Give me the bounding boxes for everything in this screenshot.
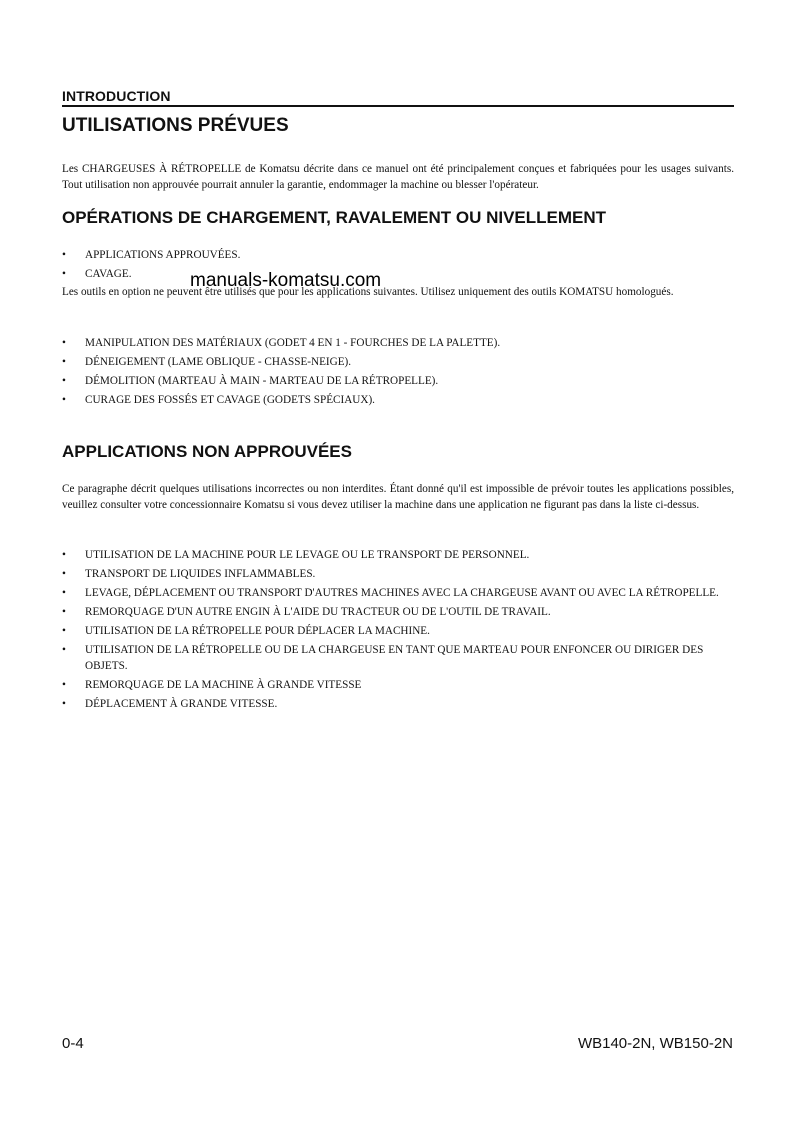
bullet-icon: • — [62, 375, 66, 387]
bullet-icon: • — [62, 337, 66, 349]
page-title: UTILISATIONS PRÉVUES — [62, 115, 289, 136]
list-item: • APPLICATIONS APPROUVÉES. — [62, 249, 241, 261]
tools-paragraph: Les outils en option ne peuvent être utilisés que pour les applications suivantes. Utilisez uniquement des outils KOMATSU homologués. — [62, 286, 674, 298]
heading-non-approved: APPLICATIONS NON APPROUVÉES — [62, 442, 352, 461]
non-approved-list — [62, 547, 734, 715]
bullet-icon: • — [62, 549, 66, 561]
list-item: • REMORQUAGE D'UN AUTRE ENGIN À L'AIDE DU TRACTEUR OU DE L'OUTIL DE TRAVAIL. — [62, 606, 551, 618]
list-item: • UTILISATION DE LA RÉTROPELLE POUR DÉPLACER LA MACHINE. — [62, 625, 430, 637]
list-item: • CAVAGE. — [62, 268, 132, 280]
list-item: • UTILISATION DE LA MACHINE POUR LE LEVAGE OU LE TRANSPORT DE PERSONNEL. — [62, 549, 530, 561]
list-item: • REMORQUAGE DE LA MACHINE À GRANDE VITESSE — [62, 679, 362, 691]
bullet-icon: • — [62, 356, 66, 368]
list-item: • UTILISATION DE LA RÉTROPELLE OU DE LA CHARGEUSE EN TANT QUE MARTEAU POUR ENFONCER OU DIRIGER DES OBJETS. — [62, 644, 704, 672]
bullet-icon: • — [62, 606, 66, 618]
bullet-icon: • — [62, 568, 66, 580]
bullet-icon: • — [62, 679, 66, 691]
page-number: 0-4 — [62, 1035, 84, 1052]
header-rule — [62, 105, 734, 107]
intro-paragraph: Les CHARGEUSES À RÉTROPELLE de Komatsu décrite dans ce manuel ont été principalement conçues et fabriquées pour les usages suivants. Tout utilisation non approuvée pourrait annuler la garantie, endommager la machine ou blesser l'opérateur. — [62, 163, 734, 191]
bullet-icon: • — [62, 249, 66, 261]
section-label: INTRODUCTION — [62, 88, 171, 104]
list-item: • DÉNEIGEMENT (LAME OBLIQUE - CHASSE-NEIGE). — [62, 356, 352, 368]
bullet-icon: • — [62, 394, 66, 406]
list-item: • DÉPLACEMENT À GRANDE VITESSE. — [62, 698, 278, 710]
bullet-icon: • — [62, 625, 66, 637]
list-item: • DÉMOLITION (MARTEAU À MAIN - MARTEAU DE LA RÉTROPELLE). — [62, 375, 439, 387]
list-item: • TRANSPORT DE LIQUIDES INFLAMMABLES. — [62, 568, 316, 580]
non-approved-paragraph: Ce paragraphe décrit quelques utilisations incorrectes ou non interdites. Étant donné qu'il est impossible de prévoir toutes les applications possibles, veuillez consulter votre concessionnaire Komatsu si vous devez utiliser la machine dans une application ne figurant pas dans la liste ci-dessus. — [62, 483, 734, 511]
bullet-icon: • — [62, 644, 66, 656]
approved-list — [62, 247, 734, 285]
list-item: • CURAGE DES FOSSÉS ET CAVAGE (GODETS SPÉCIAUX). — [62, 394, 375, 406]
bullet-icon: • — [62, 587, 66, 599]
tools-list — [62, 335, 734, 411]
bullet-icon: • — [62, 698, 66, 710]
list-item: • LEVAGE, DÉPLACEMENT OU TRANSPORT D'AUTRES MACHINES AVEC LA CHARGEUSE AVANT OU AVEC LA RÉTROPELLE. — [62, 587, 719, 599]
bullet-icon: • — [62, 268, 66, 280]
model-label: WB140-2N, WB150-2N — [577, 1035, 733, 1052]
watermark: manuals-komatsu.com — [190, 270, 382, 291]
heading-operations: OPÉRATIONS DE CHARGEMENT, RAVALEMENT OU NIVELLEMENT — [62, 208, 607, 227]
list-item: • MANIPULATION DES MATÉRIAUX (GODET 4 EN 1 - FOURCHES DE LA PALETTE). — [62, 337, 501, 349]
